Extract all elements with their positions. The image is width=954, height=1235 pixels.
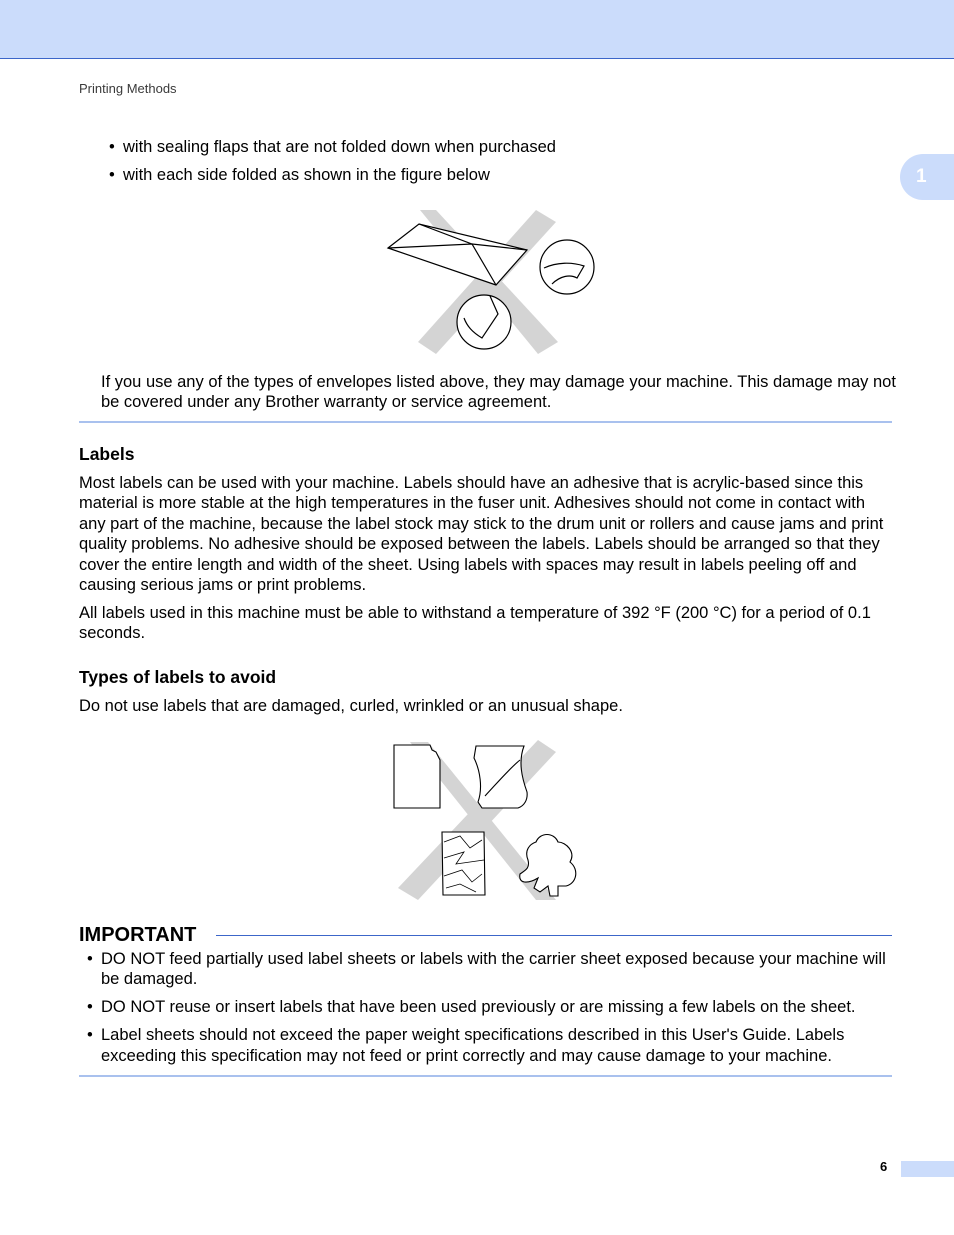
list-item: • Label sheets should not exceed the paper weight specifications described in this User's Guide. Labels exceeding this specification may not feed or print correctly and may cause damage to your machine. (87, 1025, 892, 1066)
curled-label-sheet (474, 746, 527, 808)
list-item: • DO NOT reuse or insert labels that have been used previously or are missing a few labels on the sheet. (87, 997, 892, 1017)
labels-temperature-paragraph: All labels used in this machine must be able to withstand a temperature of 392 °F (200 °C) for a period of 0.1 seconds. (79, 604, 871, 643)
list-item: • DO NOT feed partially used label sheets or labels with the carrier sheet exposed because your machine will be damaged. (87, 949, 892, 990)
page-number: 6 (880, 1159, 888, 1174)
folded-envelope-figure (372, 206, 602, 358)
footer-band (901, 1161, 954, 1177)
bad-labels-figure (390, 738, 584, 904)
chapter-number: 1 (916, 166, 927, 187)
avoid-heading: Types of labels to avoid (79, 667, 277, 687)
running-header: Printing Methods (79, 81, 177, 96)
top-header-band (0, 0, 954, 59)
chapter-tab (900, 154, 954, 200)
section-divider (79, 421, 892, 423)
list-item: • with sealing flaps that are not folded down when purchased (109, 137, 556, 157)
important-title: IMPORTANT (79, 924, 197, 946)
important-rule (216, 935, 892, 936)
envelope-avoid-list (109, 137, 556, 193)
important-list (87, 949, 892, 1074)
section-divider (79, 1075, 892, 1077)
labels-paragraph: Most labels can be used with your machine. Labels should have an adhesive that is acrylic-based since this material is more stable at the high temperatures in the fuser unit. Adhesives should not come in contact with any part of the machine, because the label stock may stick to the drum unit or rollers and cause jams and print quality problems. No adhesive should be exposed between the labels. Labels should be arranged so that they cover the entire length and width of the sheet. Using labels with spaces may result in labels peeling off and causing serious jams or print problems. (79, 474, 884, 595)
envelope-warning: If you use any of the types of envelopes listed above, they may damage your machine. This damage may not be covered under any Brother warranty or service agreement. (101, 373, 896, 412)
list-item: • with each side folded as shown in the figure below (109, 165, 556, 185)
labels-heading: Labels (79, 444, 135, 464)
damaged-label-sheet (394, 745, 440, 808)
avoid-text: Do not use labels that are damaged, curled, wrinkled or an unusual shape. (79, 697, 623, 715)
